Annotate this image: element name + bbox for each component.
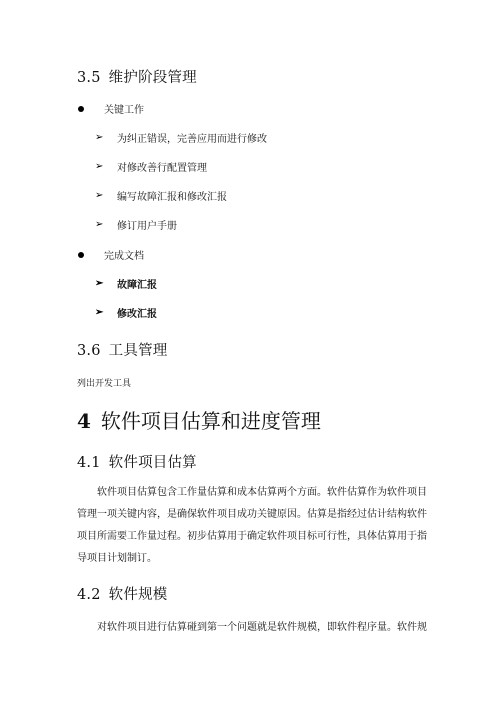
section-3-5-heading [77,66,197,87]
sub-item [95,130,267,145]
section-number: 4.1 [77,455,101,471]
section-title: 软件项目估算 [108,455,197,471]
arrow-bullet-icon: ➢ [95,307,104,318]
sub-item [95,159,207,174]
sub-item [95,188,227,203]
section-title: 工具管理 [108,343,168,359]
section-number: 3.6 [77,343,101,359]
section-4-2-heading [77,583,167,604]
sub-item-label: 对修改善行配置管理 [117,163,207,174]
sub-item-label: 编写故障汇报和修改汇报 [117,192,227,203]
section-title: 软件规模 [108,587,168,603]
arrow-bullet-icon: ➢ [95,161,104,172]
bullet-dot-icon [78,106,84,112]
sub-item-label: 为纠正错误，完善应用而进行修改 [117,134,267,145]
paragraph-line: 导项目计划制订。 [77,553,157,564]
bullet-item-deliverables [78,247,144,262]
arrow-bullet-icon: ➢ [95,278,104,289]
chapter-title: 软件项目估算和进度管理 [100,409,321,433]
sub-item-label: 修改汇报 [117,309,157,320]
bullet-dot-icon [78,252,84,258]
paragraph-line: 管理一项关键内容，是确保软件项目成功关键原因。估算是指经过估计结构软件 [77,509,427,520]
sub-item [95,217,177,232]
section-number: 3.5 [77,70,101,86]
arrow-bullet-icon: ➢ [95,219,104,230]
sub-item [95,276,157,291]
sub-item-label: 故障汇报 [117,280,157,291]
section-4-1-heading [77,451,197,472]
section-3-6-heading [77,339,167,360]
section-title: 维护阶段管理 [108,70,197,86]
paragraph-line: 项目所需要工作量过程。初步估算用于确定软件项目标可行性，具体估算用于指 [77,531,427,542]
sub-item [95,305,157,320]
bullet-label: 关键工作 [104,105,144,116]
sub-item-label: 修订用户手册 [117,221,177,232]
arrow-bullet-icon: ➢ [95,190,104,201]
chapter-number: 4 [77,409,91,433]
bullet-label: 完成文档 [104,251,144,262]
arrow-bullet-icon: ➢ [95,132,104,143]
bullet-item-key-work [78,101,144,116]
chapter-4-heading [77,405,321,434]
paragraph-line: 对软件项目进行估算碰到第一个问题就是软件规模，即软件程序量。软件规 [97,622,427,633]
section-number: 4.2 [77,587,101,603]
section-3-6-body: 列出开发工具 [77,379,132,389]
paragraph-line: 软件项目估算包含工作量估算和成本估算两个方面。软件估算作为软件项目 [97,487,427,498]
